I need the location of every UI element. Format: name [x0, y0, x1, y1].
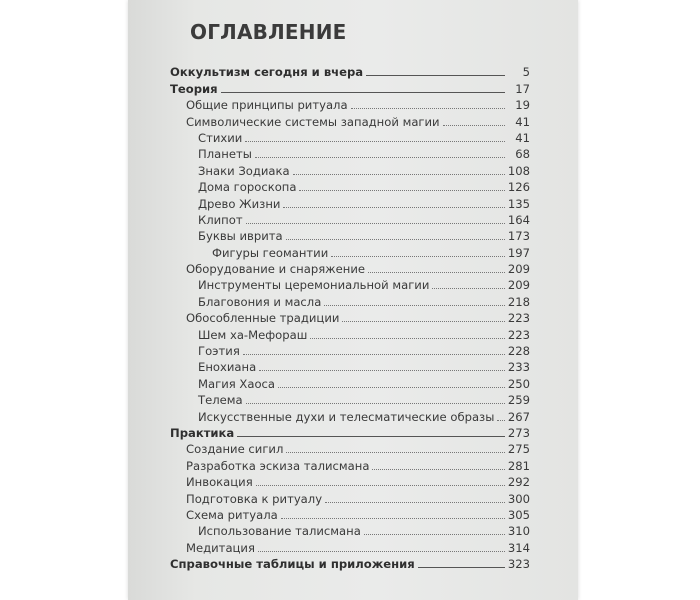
- toc-entry-label: Стихии: [198, 130, 243, 145]
- toc-entry-label: Инструменты церемониальной магии: [198, 278, 430, 293]
- toc-leader: [246, 403, 505, 404]
- toc-leader: [281, 518, 505, 519]
- toc-entry-label: Разработка эскиза талисмана: [186, 458, 370, 473]
- toc-leader: [432, 288, 504, 289]
- toc-entry-label: Шем ха-Мефораш: [198, 327, 308, 342]
- toc-entry-page: 164: [507, 212, 530, 227]
- toc-entry: [170, 194, 530, 210]
- toc-entry-page: 209: [507, 278, 530, 293]
- toc-entry-label: Буквы иврита: [198, 229, 283, 244]
- toc-entry-page: 292: [507, 475, 530, 490]
- toc-entry-page: 223: [507, 311, 530, 326]
- toc-entry-page: 259: [507, 393, 530, 408]
- toc-leader: [237, 436, 505, 437]
- toc-entry-page: 310: [507, 524, 530, 539]
- toc-leader: [372, 469, 504, 470]
- toc-entry: [170, 96, 530, 112]
- toc-entry-label: Подготовка к ритуалу: [186, 491, 323, 506]
- toc-entry-page: 233: [507, 360, 530, 375]
- toc-entry-label: Дома гороскопа: [198, 180, 297, 195]
- toc-entry: [170, 211, 530, 227]
- toc-entry-label: Гоэтия: [198, 344, 240, 359]
- toc-entry-label: Символические системы западной магии: [186, 114, 440, 129]
- toc-leader: [283, 207, 504, 208]
- toc-entry-page: 228: [507, 344, 530, 359]
- toc-entry-page: 300: [507, 491, 530, 506]
- toc-leader: [293, 174, 505, 175]
- toc-entry: [170, 407, 530, 423]
- toc-leader: [368, 272, 505, 273]
- toc-entry-label: Схема ритуала: [186, 507, 278, 522]
- toc-entry-label: Справочные таблицы и приложения: [170, 557, 415, 572]
- toc-leader: [325, 502, 505, 503]
- toc-entry-page: 223: [507, 327, 530, 342]
- toc-entry-page: 19: [515, 98, 530, 113]
- toc-entry: [170, 292, 530, 308]
- toc-entry-label: Использование талисмана: [198, 524, 361, 539]
- toc-entry-label: Знаки Зодиака: [198, 163, 290, 178]
- toc-leader: [331, 256, 505, 257]
- toc-entry-page: 126: [507, 180, 530, 195]
- toc-entry: [170, 243, 530, 259]
- toc-leader: [310, 338, 505, 339]
- toc-leader: [256, 485, 505, 486]
- toc-entry-page: 250: [507, 376, 530, 391]
- toc-entry-label: Искусственные духи и телесматические образы: [198, 409, 495, 424]
- toc-entry-page: 17: [515, 81, 530, 96]
- toc-leader: [246, 223, 505, 224]
- toc-entry: [170, 79, 530, 95]
- toc-entry-page: 197: [507, 245, 530, 260]
- toc-leader: [278, 387, 505, 388]
- toc-entry: [170, 309, 530, 325]
- toc-entry-label: Клипот: [198, 212, 243, 227]
- toc-entry-page: 218: [507, 294, 530, 309]
- table-of-contents: [170, 63, 530, 571]
- toc-entry: [170, 358, 530, 374]
- toc-entry-page: 173: [507, 229, 530, 244]
- toc-entry-label: Планеты: [198, 147, 252, 162]
- toc-entry-page: 41: [515, 130, 530, 145]
- toc-entry: [170, 161, 530, 177]
- toc-entry-page: 5: [522, 65, 530, 80]
- toc-leader: [221, 92, 505, 93]
- toc-entry-page: 275: [507, 442, 530, 457]
- toc-entry: [170, 342, 530, 358]
- toc-entry-page: 41: [515, 114, 530, 129]
- toc-entry-label: Инвокация: [186, 475, 253, 490]
- toc-entry-page: 209: [507, 262, 530, 277]
- toc-entry: [170, 112, 530, 128]
- toc-entry: [170, 325, 530, 341]
- toc-entry-label: Медитация: [186, 540, 255, 555]
- toc-entry-label: Магия Хаоса: [198, 376, 276, 391]
- toc-entry-page: 323: [507, 557, 530, 572]
- toc-entry: [170, 473, 530, 489]
- book-page: [128, 0, 578, 600]
- toc-entry: [170, 178, 530, 194]
- toc-leader: [342, 321, 504, 322]
- toc-leader: [324, 305, 505, 306]
- toc-entry: [170, 145, 530, 161]
- toc-entry-label: Теория: [170, 81, 218, 96]
- toc-entry-label: Телема: [198, 393, 243, 408]
- toc-entry: [170, 456, 530, 472]
- page-title: ОГЛАВЛЕНИЕ: [190, 20, 347, 44]
- toc-leader: [259, 370, 505, 371]
- toc-entry-page: 314: [507, 540, 530, 555]
- toc-entry-label: Благовония и масла: [198, 294, 322, 309]
- toc-entry-page: 273: [507, 425, 530, 440]
- toc-entry-label: Древо Жизни: [198, 196, 281, 211]
- toc-entry-label: Оккультизм сегодня и вчера: [170, 65, 364, 80]
- toc-entry-label: Енохиана: [198, 360, 257, 375]
- toc-entry: [170, 391, 530, 407]
- toc-entry: [170, 63, 530, 79]
- toc-entry: [170, 227, 530, 243]
- toc-leader: [255, 157, 505, 158]
- toc-entry-page: 68: [515, 147, 530, 162]
- toc-entry-label: Оборудование и снаряжение: [186, 262, 366, 277]
- toc-entry-label: Обособленные традиции: [186, 311, 340, 326]
- toc-leader: [258, 551, 505, 552]
- toc-leader: [286, 239, 505, 240]
- toc-entry-page: 135: [507, 196, 530, 211]
- toc-entry: [170, 555, 530, 571]
- toc-leader: [497, 420, 504, 421]
- toc-leader: [243, 354, 505, 355]
- toc-entry: [170, 129, 530, 145]
- toc-entry: [170, 260, 530, 276]
- toc-entry-label: Общие принципы ритуала: [186, 98, 348, 113]
- toc-entry: [170, 374, 530, 390]
- toc-entry: [170, 424, 530, 440]
- toc-leader: [366, 75, 505, 76]
- toc-entry: [170, 538, 530, 554]
- toc-entry-page: 305: [507, 507, 530, 522]
- toc-entry-page: 267: [507, 409, 530, 424]
- toc-leader: [245, 141, 505, 142]
- toc-entry: [170, 489, 530, 505]
- toc-entry: [170, 440, 530, 456]
- toc-leader: [351, 108, 505, 109]
- toc-leader: [286, 452, 505, 453]
- toc-entry-label: Фигуры геомантии: [212, 245, 329, 260]
- toc-entry-page: 281: [507, 458, 530, 473]
- toc-leader: [418, 567, 505, 568]
- toc-leader: [299, 190, 504, 191]
- toc-entry: [170, 522, 530, 538]
- toc-entry-label: Практика: [170, 425, 235, 440]
- toc-leader: [364, 534, 505, 535]
- toc-leader: [443, 125, 505, 126]
- toc-entry-label: Создание сигил: [186, 442, 284, 457]
- toc-entry: [170, 506, 530, 522]
- toc-entry: [170, 276, 530, 292]
- toc-entry-page: 108: [507, 163, 530, 178]
